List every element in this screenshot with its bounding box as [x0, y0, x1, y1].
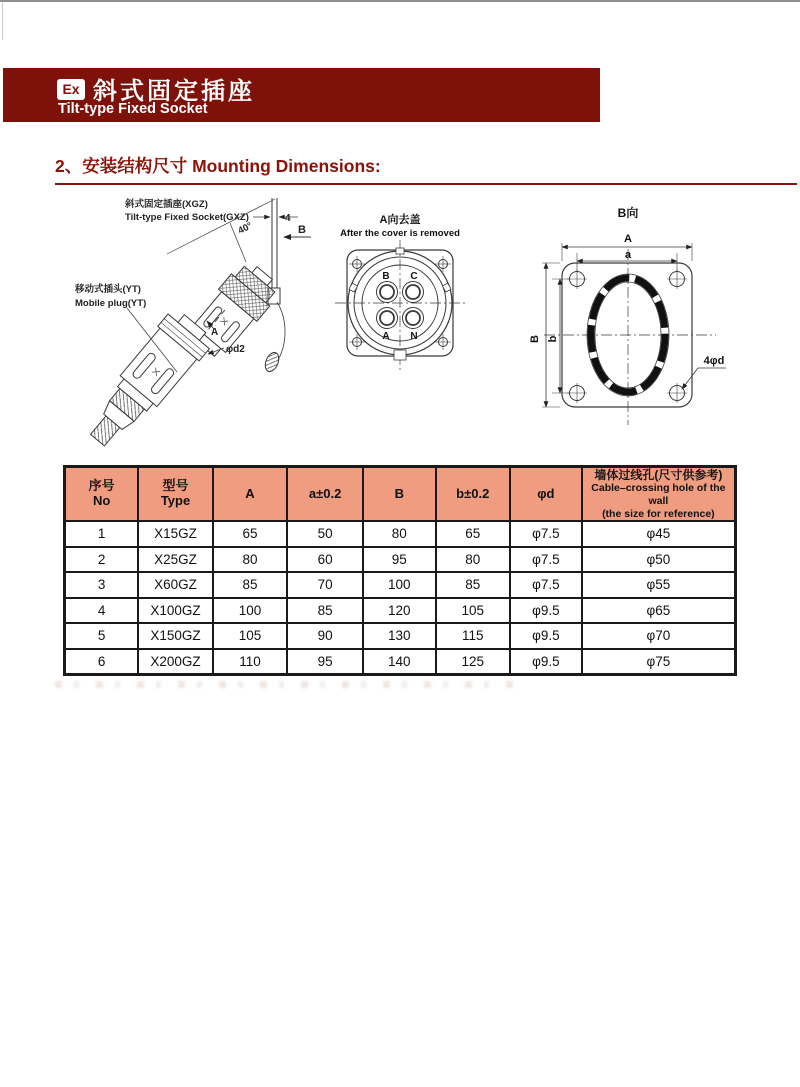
- wall-thickness-label: 4: [285, 213, 291, 224]
- cell-A: 65: [213, 521, 287, 547]
- socket-label-zh: 斜式固定插座(XGZ): [125, 199, 208, 210]
- cell-phi-d: φ7.5: [510, 521, 582, 547]
- plug-label-zh: 移动式插头(YT): [75, 284, 141, 295]
- front-view-diagram: [330, 195, 480, 380]
- cell-no: 6: [65, 649, 139, 675]
- b-view-drawing: [530, 195, 770, 430]
- cell-type: X200GZ: [138, 649, 212, 675]
- mobile-plug-body: [77, 306, 219, 457]
- view-b-label: B: [298, 224, 306, 236]
- pin-label-b: B: [382, 271, 390, 282]
- product-title-en: Tilt-type Fixed Socket: [58, 101, 208, 117]
- cell-A: 100: [213, 598, 287, 624]
- cell-type: X60GZ: [138, 572, 212, 598]
- cell-type: X15GZ: [138, 521, 212, 547]
- col-header-hole: [582, 467, 736, 522]
- cell-a: 85: [287, 598, 363, 624]
- cell-A: 110: [213, 649, 287, 675]
- dim-label-b: b: [547, 335, 559, 343]
- col-header-no-en: No: [92, 493, 111, 509]
- dim-label-A: A: [624, 233, 632, 245]
- col-header-no-zh: 序号: [88, 478, 115, 494]
- front-view-title-en: After the cover is removed: [340, 228, 460, 239]
- table-row: [65, 623, 736, 649]
- table-header-row: [65, 467, 736, 522]
- cell-no: 3: [65, 572, 139, 598]
- cell-B: 80: [363, 521, 435, 547]
- cell-phi-d: φ9.5: [510, 649, 582, 675]
- angle-label: 40°: [236, 220, 255, 237]
- gap-dim-label: A: [211, 327, 219, 338]
- socket-label-en: Tilt-type Fixed Socket(GXZ): [125, 212, 249, 223]
- tilt-socket-drawing: [55, 190, 335, 462]
- page-top-border: [0, 0, 800, 2]
- pin-label-a: A: [382, 331, 390, 342]
- col-header-A: A: [213, 467, 287, 522]
- cell-no: 5: [65, 623, 139, 649]
- holes-leader: [682, 368, 698, 389]
- cell-b: 125: [436, 649, 510, 675]
- table-row: [65, 521, 736, 547]
- cell-A: 105: [213, 623, 287, 649]
- cell-no: 2: [65, 547, 139, 573]
- product-title-zh: 斜式固定插座: [93, 78, 255, 105]
- col-header-type-zh: 型号: [162, 478, 189, 494]
- cell-hole: φ55: [582, 572, 736, 598]
- cell-hole: φ45: [582, 521, 736, 547]
- cable-dia-label: φd2: [226, 344, 245, 355]
- col-header-type-en: Type: [160, 493, 191, 509]
- faded-print-artifact: [55, 681, 525, 688]
- cell-b: 85: [436, 572, 510, 598]
- cell-b: 105: [436, 598, 510, 624]
- pin-label-c: C: [410, 271, 418, 282]
- cell-a: 95: [287, 649, 363, 675]
- b-view-title: B向: [617, 206, 639, 220]
- ex-mark-icon: Ex: [57, 79, 85, 100]
- cell-phi-d: φ7.5: [510, 572, 582, 598]
- cell-type: X100GZ: [138, 598, 212, 624]
- cell-phi-d: φ9.5: [510, 623, 582, 649]
- cell-phi-d: φ9.5: [510, 598, 582, 624]
- page-left-border: [2, 2, 3, 40]
- cell-B: 130: [363, 623, 435, 649]
- cell-no: 4: [65, 598, 139, 624]
- cell-b: 80: [436, 547, 510, 573]
- cell-a: 60: [287, 547, 363, 573]
- col-header-B: B: [363, 467, 435, 522]
- section-heading-underline: [55, 183, 797, 185]
- cell-A: 80: [213, 547, 287, 573]
- cell-A: 85: [213, 572, 287, 598]
- cell-a: 90: [287, 623, 363, 649]
- col-header-hole-en2: (the size for reference): [602, 507, 715, 520]
- product-banner: [3, 68, 600, 122]
- plug-label-en: Mobile plug(YT): [75, 298, 147, 309]
- col-header-hole-zh: 墙体过线孔(尺寸供参考): [594, 468, 723, 482]
- cell-phi-d: φ7.5: [510, 547, 582, 573]
- col-header-hole-en1: Cable–crossing hole of the wall: [591, 482, 726, 507]
- cell-type: X25GZ: [138, 547, 212, 573]
- cell-a: 50: [287, 521, 363, 547]
- front-view-drawing: [330, 195, 480, 380]
- cell-B: 95: [363, 547, 435, 573]
- protective-cover: [263, 350, 282, 373]
- cell-b: 65: [436, 521, 510, 547]
- b-view-diagram: [530, 195, 770, 430]
- cell-b: 115: [436, 623, 510, 649]
- cell-hole: φ75: [582, 649, 736, 675]
- col-header-b-tol: b±0.2: [436, 467, 510, 522]
- holes-label: 4φd: [703, 355, 725, 367]
- cover-chain: [277, 302, 285, 360]
- cell-hole: φ65: [582, 598, 736, 624]
- dim-label-a: a: [624, 249, 632, 261]
- cell-a: 70: [287, 572, 363, 598]
- section-heading: 2、安装结构尺寸 Mounting Dimensions:: [55, 156, 381, 176]
- cell-hole: φ50: [582, 547, 736, 573]
- tilt-socket-diagram: [55, 190, 335, 462]
- table-row: [65, 649, 736, 675]
- col-header-type: [138, 467, 212, 522]
- col-header-a-tol: a±0.2: [287, 467, 363, 522]
- cell-B: 140: [363, 649, 435, 675]
- pin-label-n: N: [410, 331, 418, 342]
- cell-type: X150GZ: [138, 623, 212, 649]
- table-row: [65, 572, 736, 598]
- cell-hole: φ70: [582, 623, 736, 649]
- cell-B: 100: [363, 572, 435, 598]
- mounting-dimensions-table: [63, 465, 737, 676]
- cell-B: 120: [363, 598, 435, 624]
- front-view-title-zh: A向去盖: [379, 214, 421, 226]
- dim-label-B: B: [530, 335, 541, 343]
- table-row: [65, 598, 736, 624]
- col-header-phi-d: φd: [510, 467, 582, 522]
- cell-no: 1: [65, 521, 139, 547]
- table-row: [65, 547, 736, 573]
- col-header-no: [65, 467, 139, 522]
